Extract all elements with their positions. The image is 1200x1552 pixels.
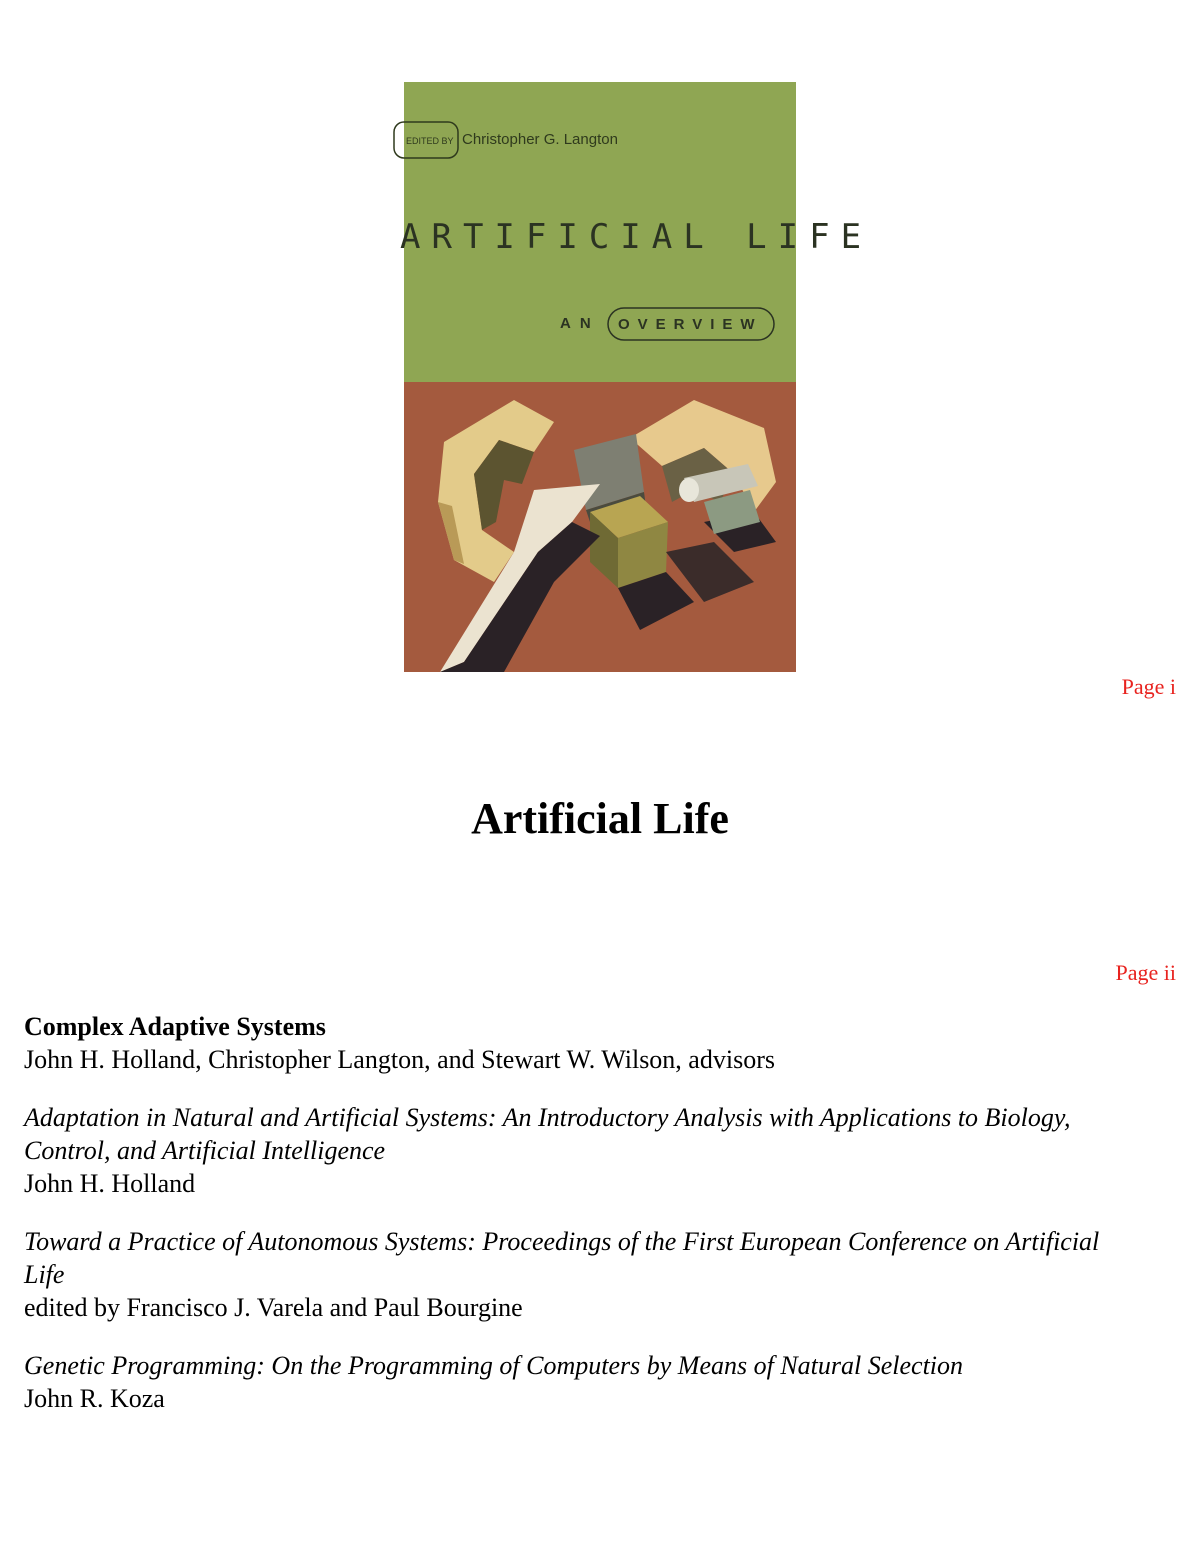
editor-name: Christopher G. Langton — [462, 131, 618, 148]
series-list — [24, 1010, 1174, 1415]
page-ii-marker: Page ii — [1115, 960, 1176, 985]
cover-artwork — [400, 82, 873, 672]
list-item — [24, 1225, 1174, 1324]
book-title-continued: Control, and Artificial Intelligence — [24, 1136, 386, 1165]
cover-subtitle-prefix: AN — [560, 315, 600, 332]
list-item — [24, 1349, 1174, 1415]
list-item — [24, 1101, 1174, 1200]
book-title-continued: Life — [24, 1260, 65, 1289]
half-title: Artificial Life — [471, 794, 729, 843]
book-author: John R. Koza — [24, 1384, 165, 1413]
series-title: Complex Adaptive Systems — [24, 1012, 326, 1041]
cover-title: ARTIFICIAL LIFE — [400, 217, 873, 257]
book-title: Adaptation in Natural and Artificial Systems: An Introductory Analysis with Applications to Biology, — [24, 1103, 1071, 1132]
book-title: Genetic Programming: On the Programming of Computers by Means of Natural Selection — [24, 1351, 964, 1380]
book-author: John H. Holland — [24, 1169, 196, 1198]
book-title: Toward a Practice of Autonomous Systems: Proceedings of the First European Conference on Artificial — [24, 1227, 1100, 1256]
series-header — [24, 1010, 1174, 1076]
page-i-marker: Page i — [1121, 674, 1176, 699]
cover-subtitle: OVERVIEW — [618, 316, 763, 333]
book-author: edited by Francisco J. Varela and Paul Bourgine — [24, 1293, 523, 1322]
series-advisors: John H. Holland, Christopher Langton, and Stewart W. Wilson, advisors — [24, 1045, 775, 1074]
book-cover-image — [400, 82, 873, 672]
editor-prefix: EDITED BY — [406, 136, 454, 146]
